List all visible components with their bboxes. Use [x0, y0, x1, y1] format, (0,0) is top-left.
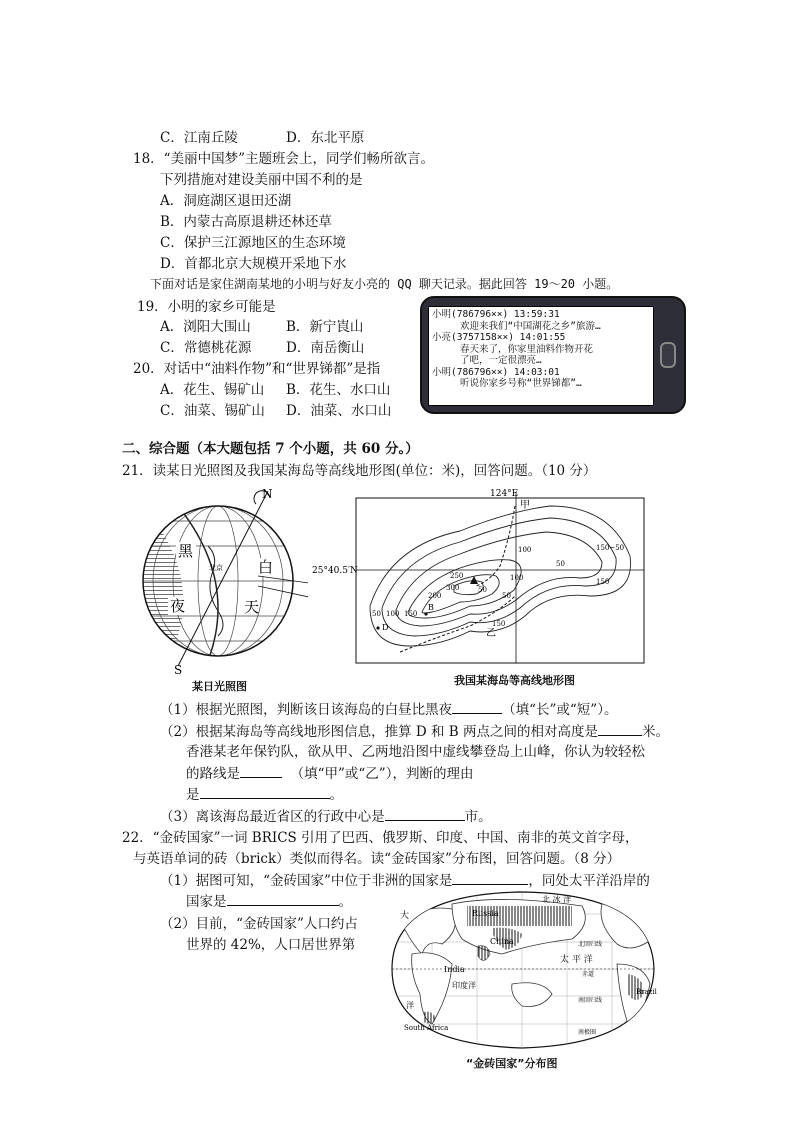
label-yi: 乙	[486, 628, 496, 639]
illumination-globe-figure	[138, 486, 308, 676]
globe-caption: 某日光照图	[192, 680, 247, 693]
label-beijing: 北京	[209, 564, 223, 572]
contour-label-200: 200	[428, 592, 442, 600]
label-south-africa: South Africa	[404, 1024, 449, 1032]
label-ye: 夜	[170, 597, 186, 615]
chat-line-3: 小亮(3757158××) 14:01:55	[432, 332, 566, 343]
q21-reason-tail: 。	[329, 787, 343, 803]
label-d: D	[382, 623, 389, 632]
label-india: India	[444, 965, 465, 974]
q22-part1-line2-text: 国家是	[186, 894, 227, 910]
q22-stem-line1: 22．“金砖国家”一词 BRICS 引用了巴西、俄罗斯、印度、中国、南非的英文首字母，	[122, 830, 639, 846]
q21-reason-text: 是	[186, 787, 200, 803]
q21-part3-tail: 市。	[464, 809, 492, 825]
q17-option-d: D．东北平原	[286, 130, 365, 146]
label-china: China	[490, 937, 514, 946]
label-antarctic-circle: 南极圈	[578, 1029, 597, 1036]
label-hei: 黑	[178, 542, 194, 560]
q19-option-a: A．浏阳大围山	[160, 319, 251, 335]
lat-label: 25°40.5′N	[312, 566, 358, 576]
q21-part3-blank[interactable]	[385, 806, 465, 821]
q21-route-text: 的路线是	[186, 766, 240, 782]
lon-label: 124°E	[490, 489, 519, 499]
q21-part2-blank1[interactable]	[598, 721, 642, 736]
q18-stem-line1: 18．“美丽中国梦”主题班会上，同学们畅所欲言。	[133, 151, 434, 167]
q21-stem: 21．读某日光照图及我国某海岛等高线地形图(单位：米)，回答问题。（10 分）	[122, 463, 597, 479]
q19-option-d: D．南岳衡山	[286, 340, 365, 356]
q19-option-b: B．新宁崀山	[286, 319, 364, 335]
q22-stem-line2: 与英语单词的砖（brick）类似而得名。读“金砖国家”分布图，回答问题。（8 分）	[133, 851, 621, 867]
label-jia: 甲	[520, 500, 530, 511]
label-indian-ocean: 印度洋	[452, 981, 476, 990]
map-caption: 我国某海岛等高线地形图	[454, 674, 575, 687]
chat-line-1: 小明(786796××) 13:59:31	[432, 309, 560, 320]
q18-option-c: C．保护三江源地区的生态环境	[160, 235, 346, 251]
q21-part3	[160, 806, 492, 827]
brics-map-caption: “金砖国家”分布图	[466, 1057, 558, 1070]
contour-label-100c: 100	[510, 574, 524, 582]
label-tian: 天	[244, 598, 260, 616]
chat-line-4: 春天来了，你家里油料作物开花	[460, 343, 594, 355]
contour-label-150-50: 150~50	[596, 544, 625, 552]
chat-line-7: 听说你家乡号称“世界锑都”…	[460, 378, 582, 389]
label-pacific-ocean: 太 平 洋	[560, 955, 593, 965]
label-b: B	[428, 603, 434, 612]
q21-part1-blank[interactable]	[452, 699, 502, 714]
q19-option-c: C．常德桃花源	[160, 340, 252, 356]
q19-stem: 19．小明的家乡可能是	[137, 299, 276, 315]
q18-option-d: D．首都北京大规模开采地下水	[160, 256, 347, 272]
q21-part1	[160, 699, 617, 720]
phone-home-button	[660, 342, 676, 368]
label-arctic-ocean: 北 冰 洋	[542, 895, 572, 904]
q21-route-tail: （填“甲”或“乙”），判断的理由	[290, 766, 474, 782]
q20-option-d: D．油菜、水口山	[286, 403, 392, 419]
q22-part2-line1: （2）目前，“金砖国家”人口约占	[160, 916, 358, 932]
contour-label-50c: 50	[502, 592, 511, 600]
point-d	[376, 626, 379, 629]
q22-part1-text: （1）据图可知，“金砖国家”中位于非洲的国家是	[160, 873, 453, 889]
q22-part1-mid: ，同处太平洋沿岸的	[528, 873, 650, 889]
contour-label-50: 50	[372, 610, 381, 618]
brics-world-map	[382, 884, 662, 1054]
q21-reason-blank[interactable]	[200, 784, 330, 799]
contour-label-100b: 100	[518, 546, 532, 554]
q22-part1-line2-tail: 。	[338, 894, 352, 910]
contour-label-250: 250	[450, 572, 464, 580]
q22-part1-blank2[interactable]	[227, 891, 339, 906]
q20-stem: 20．对话中“油料作物”和“世界锑都”是指	[133, 361, 381, 377]
section-heading: 二、综合题（本大题包括 7 个小题，共 60 分。）	[122, 441, 419, 457]
q19-20-intro: 下面对话是家住湖南某地的小明与好友小亮的 QQ 聊天记录。据此回答 19～20 小题。	[150, 277, 619, 291]
contour-label-150c: 150	[596, 578, 610, 586]
point-b	[424, 612, 427, 615]
phone-chat-figure	[420, 296, 686, 414]
q20-option-b: B．花生、水口山	[286, 382, 391, 398]
contour-label-150: 150	[404, 610, 418, 618]
label-equator: 赤道	[582, 971, 595, 978]
label-atlantic-ocean: 洋	[406, 1001, 414, 1010]
q18-option-b: B．内蒙古高原退耕还林还草	[160, 214, 332, 230]
q18-stem-line2: 下列措施对建设美丽中国不利的是	[160, 172, 363, 188]
contour-label-300: 300	[446, 584, 460, 592]
q21-part3-text: （3）离该海岛最近省区的行政中心是	[160, 809, 385, 825]
q20-option-a: A．花生、锡矿山	[160, 382, 265, 398]
label-tropic-capricorn: 南回归线	[578, 997, 603, 1004]
label-russia: Russia	[472, 909, 499, 918]
island-contour-map	[310, 486, 650, 666]
q21-part1-tail: （填“长”或“短”）。	[502, 702, 618, 718]
south-label: S	[174, 663, 183, 676]
q22-part1-blank1[interactable]	[452, 870, 528, 885]
q21-route-blank[interactable]	[240, 763, 282, 778]
label-brazil: Brazil	[636, 988, 657, 996]
q18-option-a: A．洞庭湖区退田还湖	[160, 193, 292, 209]
label-da: 大	[400, 911, 410, 921]
q21-part2	[160, 721, 669, 742]
q21-part2-line2: 香港某老年保钓队，欲从甲、乙两地沿图中虚线攀登岛上山峰，你认为较轻松	[186, 744, 645, 760]
contour-label-150d: 150	[492, 620, 506, 628]
chat-line-6: 小明(786796××) 14:03:01	[432, 366, 560, 378]
q21-part1-text: （1）根据光照图，判断该日该海岛的白昼比黑夜	[160, 702, 453, 718]
q21-part2-text: （2）根据某海岛等高线地形图信息，推算 D 和 B 两点之间的相对高度是	[160, 724, 598, 740]
label-tropic-cancer: 北回归线	[578, 941, 603, 948]
q20-option-c: C．油菜、锡矿山	[160, 403, 265, 419]
chat-line-5: 了吧，一定很漂亮…	[460, 355, 542, 366]
contour-label-50d: 50	[478, 586, 487, 594]
contour-label-100: 100	[386, 610, 400, 618]
q22-part2-line2: 世界的 42%，人口居世界第	[186, 937, 356, 953]
q21-part2-line4	[186, 784, 343, 805]
chat-screen	[428, 306, 654, 406]
label-bai: 白	[258, 558, 274, 576]
contour-label-50b: 50	[556, 560, 565, 568]
q21-part2-tail: 米。	[642, 724, 669, 740]
north-label: N	[262, 487, 273, 501]
chat-line-2: 欢迎来我们“中国湖花之乡”旅游…	[460, 320, 601, 332]
q21-part2-line3	[186, 763, 473, 784]
q17-option-c: C．江南丘陵	[160, 130, 238, 146]
q22-part1-line2	[186, 891, 352, 912]
